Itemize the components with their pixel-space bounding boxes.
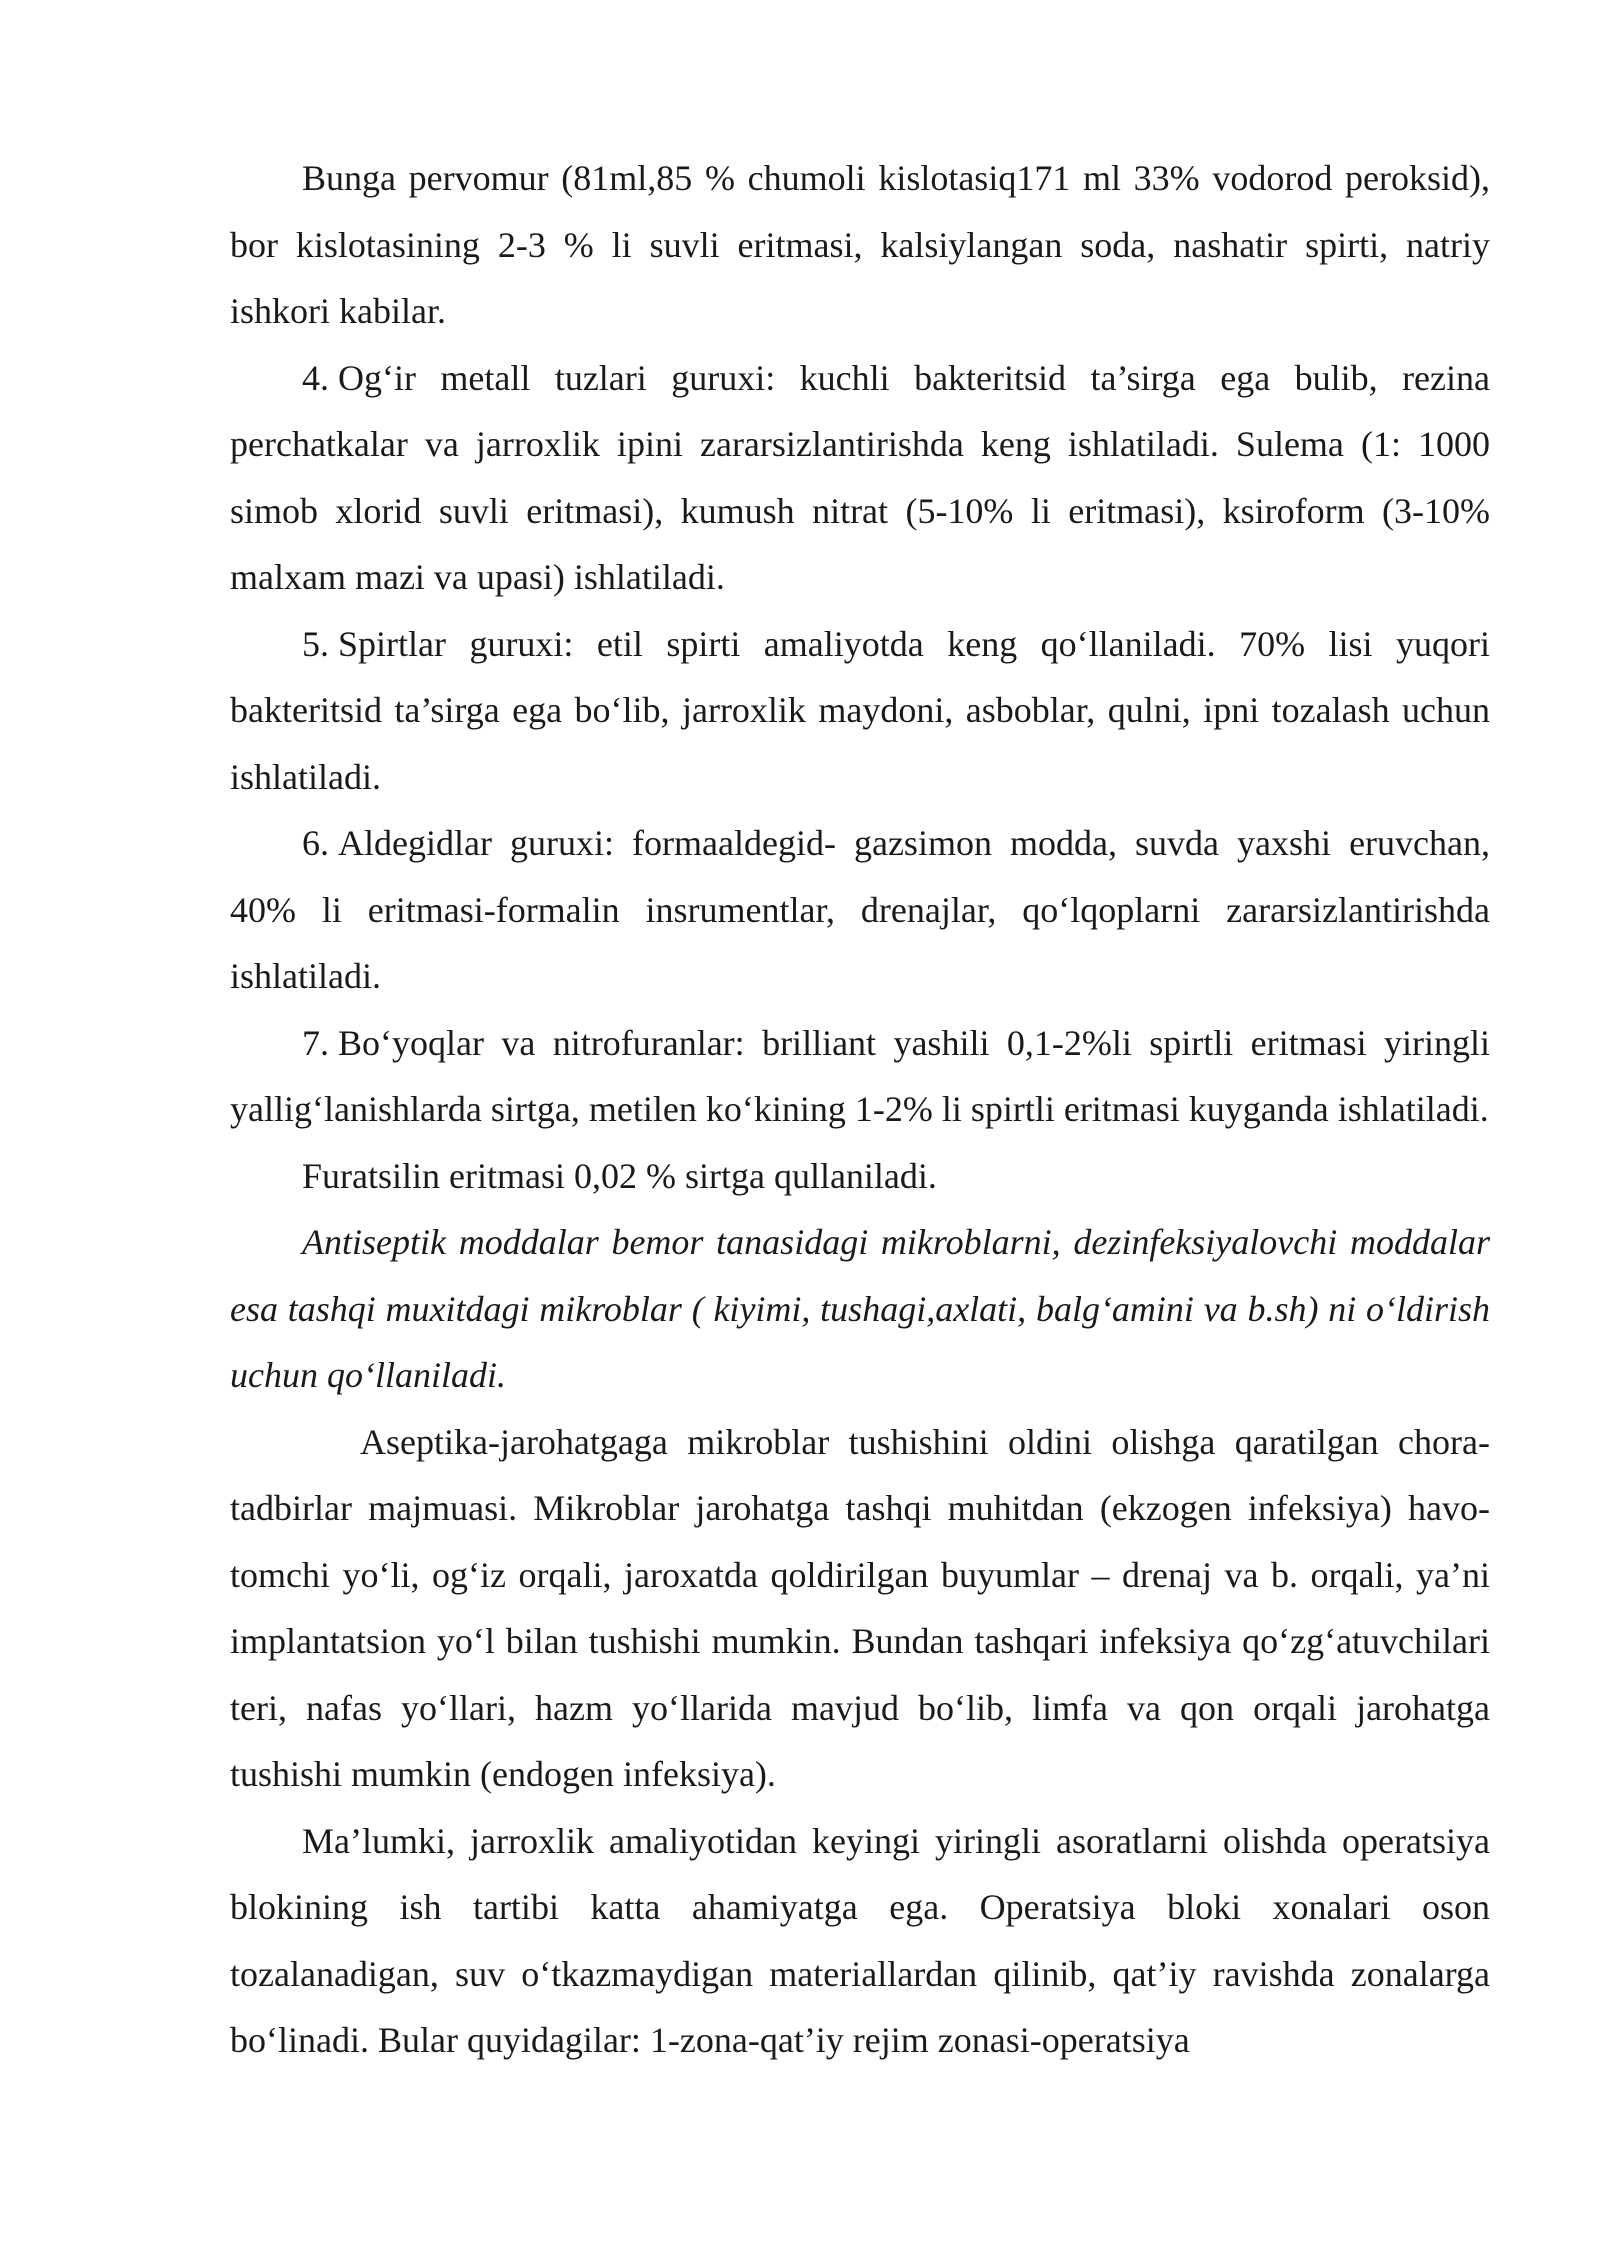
paragraph-text: Bo‘yoqlar va nitrofuranlar: brilliant yashili 0,1-2%li spirtli eritmasi yiringli yallig‘lanishlarda sirtga, metilen ko‘kining 1-2% li spirtli eritmasi kuyganda ishlatiladi.: [230, 1022, 1490, 1129]
paragraph-text: Og‘ir metall tuzlari guruxi: kuchli bakteritsid ta’sirga ega bulib, rezina perchatkalar va jarroxlik ipini zararsizlantirishda keng ishlatiladi. Sulema (1: 1000 simob xlorid suvli eritmasi), kumush nitrat (5-10% li eritmasi), ksiroform (3-10% malxam mazi va upasi) ishlatiladi.: [230, 357, 1490, 597]
paragraph-heavy-metal-salts: [230, 345, 1490, 611]
paragraph-text: Aldegidlar guruxi: formaaldegid- gazsimon modda, suvda yaxshi eruvchan, 40% li eritmasi-formalin insrumentlar, drenajlar, qo‘lqoplarni zararsizlantirishda ishlatiladi.: [230, 823, 1490, 996]
list-number: 7.: [302, 1022, 329, 1063]
paragraph-text: Aseptika-jarohatgaga mikroblar tushishini oldini olishga qaratilgan chora-tadbirlar majmuasi. Mikroblar jarohatga tashqi muhitdan (ekzogen infeksiya) havo-tomchi yo‘li, og‘iz orqali, jaroxatda qoldirilgan buyumlar – drenaj va b. orqali, ya’ni implantatsion yo‘l bilan tushishi mumkin. Bundan tashqari infeksiya qo‘zg‘atuvchilari teri, nafas yo‘llari, hazm yo‘llarida mavjud bo‘lib, limfa va qon orqali jarohatga tushishi mumkin (endogen infeksiya).: [230, 1421, 1490, 1794]
paragraph-antiseptic-definition: [230, 1209, 1490, 1409]
list-number: 4.: [302, 357, 329, 398]
paragraph-aldehydes: [230, 810, 1490, 1010]
paragraph-text: Furatsilin eritmasi 0,02 % sirtga qullaniladi.: [302, 1155, 937, 1196]
paragraph-text: Spirtlar guruxi: etil spirti amaliyotda keng qo‘llaniladi. 70% lisi yuqori bakteritsid ta’sirga ega bo‘lib, jarroxlik maydoni, asboblar, qulni, ipni tozalash uchun ishlatiladi.: [230, 623, 1490, 797]
list-number: 6.: [302, 823, 329, 863]
paragraph-text: Antiseptik moddalar bemor tanasidagi mikroblarni, dezinfeksiyalovchi moddalar esa tashqi muxitdagi mikroblar ( kiyimi, tushagi,axlati, balg‘amini va b.sh) ni o‘ldirish uchun qo‘llaniladi.: [230, 1222, 1490, 1395]
paragraph-dyes-nitrofurans: [230, 1010, 1490, 1143]
paragraph-antiseptic-list-intro: [230, 145, 1490, 345]
paragraph-asepsis-definition: [230, 1409, 1490, 1808]
paragraph-text: Bunga pervomur (81ml,85 % chumoli kislotasiq171 ml 33% vodorod peroksid), bor kislotasining 2-3 % li suvli eritmasi, kalsiylangan soda, nashatir spirti, natriy ishkori kabilar.: [230, 158, 1490, 331]
paragraph-text: Ma’lumki, jarroxlik amaliyotidan keyingi yiringli asoratlarni olishda operatsiya blokining ish tartibi katta ahamiyatga ega. Operatsiya bloki xonalari oson tozalanadigan, suv o‘tkazmaydigan materiallardan qilinib, qat’iy ravishda zonalarga bo‘linadi. Bular quyidagilar: 1-zona-qat’iy rejim zonasi-operatsiya: [230, 1820, 1490, 2060]
list-number: 5.: [302, 623, 329, 664]
paragraph-alcohols: [230, 611, 1490, 811]
paragraph-operating-block: [230, 1808, 1490, 2074]
paragraph-furacilin: [230, 1143, 1490, 1210]
document-page: [230, 145, 1490, 2074]
